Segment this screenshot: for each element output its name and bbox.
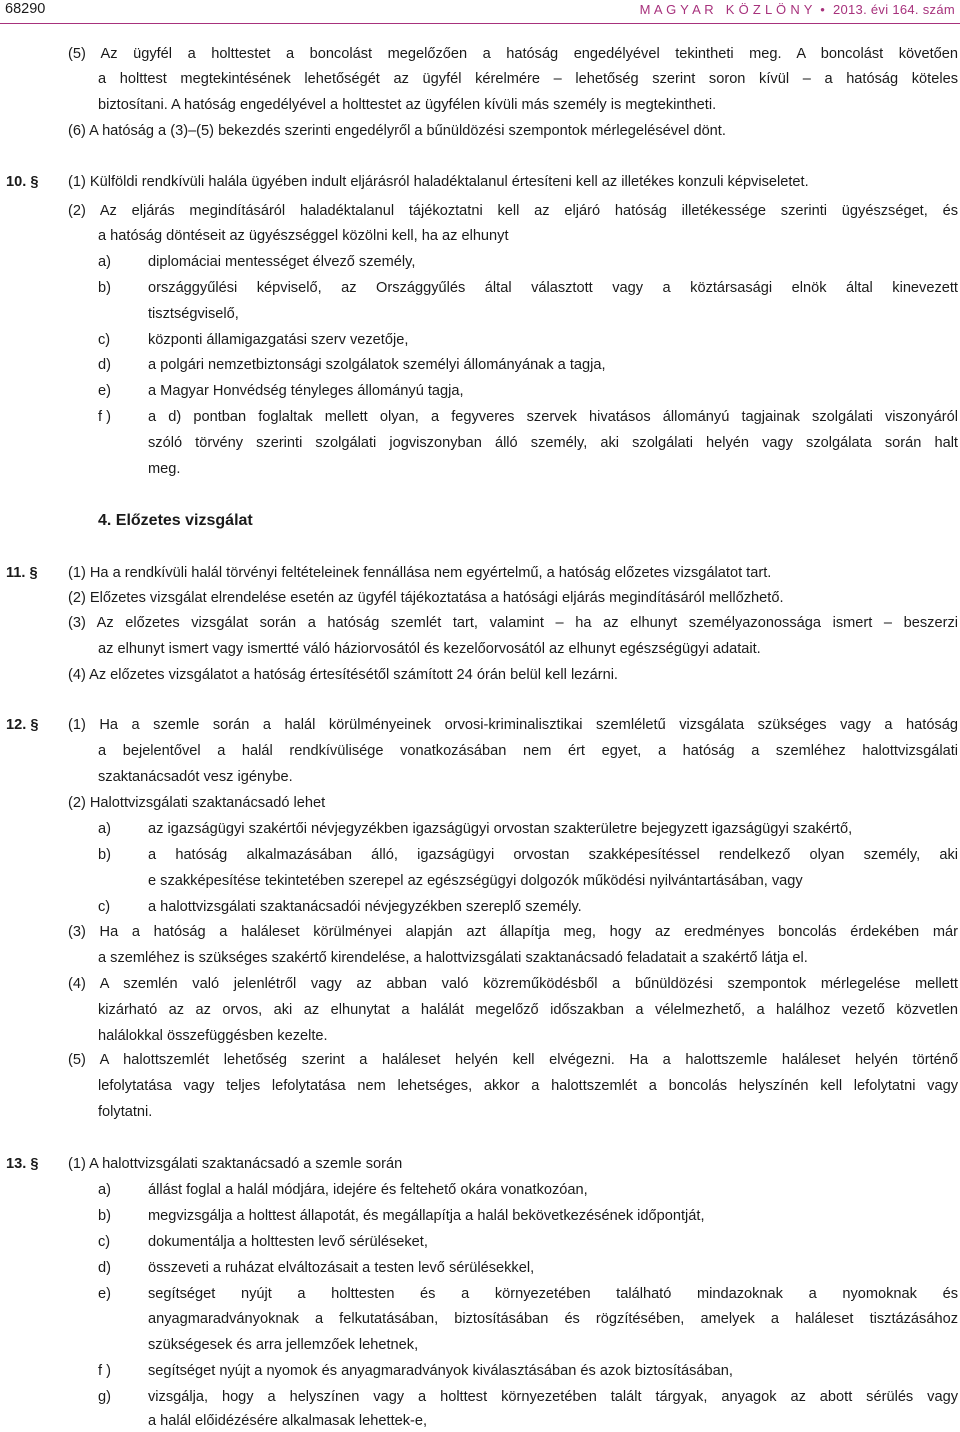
list-item-text: országgyűlési képviselő, az Országgyűlés által választott vagy a köztársasági elnök által kinevezett (148, 280, 958, 296)
list-item-text: e szakképesítése tekintetében szerepel az egészségügyi dolgozók működési nyilvántartásában, vagy (148, 873, 803, 889)
list-item-text: szükségesek és arra jellemzőek lehetnek, (148, 1337, 419, 1353)
paragraph-line: (6) A hatóság a (3)–(5) bekezdés szerinti engedélyről a bűnüldözési szempontok mérlegelésével dönt. (68, 123, 726, 139)
paragraph-line: (4) Az előzetes vizsgálatot a hatóság értesítésétől számított 24 órán belül kell lezárni. (68, 667, 618, 683)
paragraph-line: (5) A halottszemlét lehetőség szerint a haláleset helyén kell elvégezni. Ha a halottszemle haláleset helyén történő (68, 1052, 958, 1068)
list-item-text: megvizsgálja a holttest állapotát, és megállapítja a halál bekövetkezésének időpontját, (148, 1208, 705, 1224)
list-marker: g) (98, 1389, 111, 1405)
list-marker: a) (98, 1182, 111, 1198)
list-item-text: a hatóság alkalmazásában álló, igazságügyi orvostan szakképesítéssel rendelkező olyan személy, aki (148, 847, 958, 863)
paragraph-line: a bejelentővel a halál rendkívülisége vonatkozásában nem ért egyet, a hatóság a szemléhez halottvizsgálati (98, 743, 958, 759)
paragraph-line: kizárható az az orvos, aki az elhunytat a halálát megelőző időszakban a vélelmezhető, a halálhoz vezető közvetlen (98, 1002, 958, 1018)
paragraph-line: (3) Az előzetes vizsgálat során a hatóság szemlét tart, valamint – ha az elhunyt személyazonossága ismert – beszerzi (68, 615, 958, 631)
paragraph-line: (1) Ha a szemle során a halál körülményeinek orvosi-kriminalisztikai szemléletű vizsgálata szükséges vagy a hatóság (68, 717, 958, 733)
journal-name: M A G Y A R K Ö Z L Ö N Y (639, 2, 813, 17)
list-marker: c) (98, 899, 111, 915)
paragraph-line: a szemléhez is szükséges szakértő kirendelése, a halottvizsgálati szaktanácsadó feladatait a szakértő látja el. (98, 950, 808, 966)
list-item-text: vizsgálja, hogy a helyszínen vagy a holttest környezetében talált tárgyak, anyagok az abott sérülés vagy (148, 1389, 958, 1405)
running-title (640, 2, 955, 17)
list-item-text: a d) pontban foglaltak mellett olyan, a fegyveres szervek hivatásos állományú tagjainak szolgálati viszonyáról (148, 409, 958, 425)
page-number: 68290 (5, 1, 46, 17)
paragraph-line: az elhunyt ismert vagy ismertté váló háziorvosától és kezelőorvosától az elhunyt egészségügyi adatait. (98, 641, 761, 657)
section-number: 10. § (6, 174, 39, 190)
paragraph-line: a hatóság döntéseit az ügyészséggel közölni kell, ha az elhunyt (98, 228, 509, 244)
paragraph-line: (4) A szemlén való jelenlétről vagy az abban való közreműködésből a bűnüldözési szempontok mérlegelése mellett (68, 976, 958, 992)
header-rule (0, 23, 960, 24)
list-item-text: diplomáciai mentességet élvező személy, (148, 254, 416, 270)
list-marker: b) (98, 280, 111, 296)
section-heading: 4. Előzetes vizsgálat (98, 512, 253, 529)
paragraph-line: (1) A halottvizsgálati szaktanácsadó a szemle során (68, 1156, 403, 1172)
list-marker: e) (98, 383, 111, 399)
list-item-text: meg. (148, 461, 181, 477)
header-separator: • (820, 2, 826, 17)
list-marker: d) (98, 357, 111, 373)
list-item-text: tisztségviselő, (148, 306, 239, 322)
section-number: 13. § (6, 1156, 39, 1172)
list-marker: c) (98, 332, 111, 348)
list-marker: a) (98, 254, 111, 270)
issue-label: 2013. évi 164. szám (832, 2, 955, 17)
list-item-text: központi államigazgatási szerv vezetője, (148, 332, 409, 348)
list-marker: c) (98, 1234, 111, 1250)
section-number: 12. § (6, 717, 39, 733)
list-item-text: szóló törvény szerinti szolgálati jogviszonyban álló személy, aki szolgálati helyén vagy szolgálata során halt (148, 435, 958, 451)
list-item-text: segítséget nyújt a nyomok és anyagmaradványok kiválasztásában és azok biztosításában, (148, 1363, 733, 1379)
paragraph-line: (2) Halottvizsgálati szaktanácsadó lehet (68, 795, 326, 811)
list-marker: d) (98, 1260, 111, 1276)
list-item-text: a polgári nemzetbiztonsági szolgálatok személyi állományának a tagja, (148, 357, 606, 373)
paragraph-line: lefolytatása vagy teljes lefolytatása nem lehetséges, akkor a halottszemlét a boncolás helyszínén kell lefolytatni vagy (98, 1078, 958, 1094)
list-item-text: dokumentálja a holttesten levő sérüléseket, (148, 1234, 428, 1250)
list-item-text: segítséget nyújt a holttesten és a környezetében található mindazoknak a nyomoknak és (148, 1286, 958, 1302)
paragraph-line: (1) Ha a rendkívüli halál törvényi feltételeinek fennállása nem egyértelmű, a hatóság előzetes vizsgálatot tart. (68, 565, 772, 581)
paragraph-line: (1) Külföldi rendkívüli halála ügyében indult eljárásról haladéktalanul értesíteni kell az illetékes konzuli képviseletet. (68, 174, 809, 190)
list-marker: b) (98, 1208, 111, 1224)
list-item-text: anyagmaradványoknak a felkutatásában, biztosításában és rögzítésében, amelyek a haláleset tisztázásához (148, 1311, 958, 1327)
paragraph-line: halálokkal összefüggésben kezelte. (98, 1028, 328, 1044)
paragraph-line: (5) Az ügyfél a holttestet a boncolást megelőzően a hatóság engedélyével tekintheti meg. A boncolást követően (68, 46, 958, 62)
list-item-text: állást foglal a halál módjára, idejére és feltehető okára vonatkozóan, (148, 1182, 588, 1198)
list-marker: b) (98, 847, 111, 863)
paragraph-line: folytatni. (98, 1104, 153, 1120)
list-marker: f ) (98, 1363, 111, 1379)
paragraph-line: biztosítani. A hatóság engedélyével a holttestet az ügyfélen kívüli más személy is megtekintheti. (98, 97, 717, 113)
paragraph-line: a holttest megtekintésének lehetőségét az ügyfél kérelmére – lehetőség szerint soron kívül – a hatóság köteles (98, 71, 958, 87)
list-marker: e) (98, 1286, 111, 1302)
list-item-text: a halál előidézésére alkalmasak lehettek-e, (148, 1413, 428, 1429)
paragraph-line: (2) Előzetes vizsgálat elrendelése esetén az ügyfél tájékoztatása a hatósági eljárás megindításáról mellőzhető. (68, 590, 784, 606)
list-marker: a) (98, 821, 111, 837)
paragraph-line: (2) Az eljárás megindításáról haladéktalanul tájékoztatni kell az eljáró hatóság illetékessége szerinti ügyészséget, és (68, 203, 958, 219)
list-item-text: a Magyar Honvédség tényleges állományú tagja, (148, 383, 464, 399)
page-header (0, 0, 960, 26)
list-item-text: összeveti a ruházat elváltozásait a testen levő sérülésekkel, (148, 1260, 535, 1276)
section-number: 11. § (6, 565, 38, 581)
list-item-text: az igazságügyi szakértői névjegyzékben igazságügyi orvostan szakterületre bejegyzett igazságügyi szakértő, (148, 821, 853, 837)
paragraph-line: szaktanácsadót vesz igénybe. (98, 769, 293, 785)
list-marker: f ) (98, 409, 111, 425)
list-item-text: a halottvizsgálati szaktanácsadói névjegyzékben szereplő személy. (148, 899, 582, 915)
paragraph-line: (3) Ha a hatóság a haláleset körülményei alapján azt állapítja meg, hogy az eredményes boncolás érdekében már (68, 924, 958, 940)
